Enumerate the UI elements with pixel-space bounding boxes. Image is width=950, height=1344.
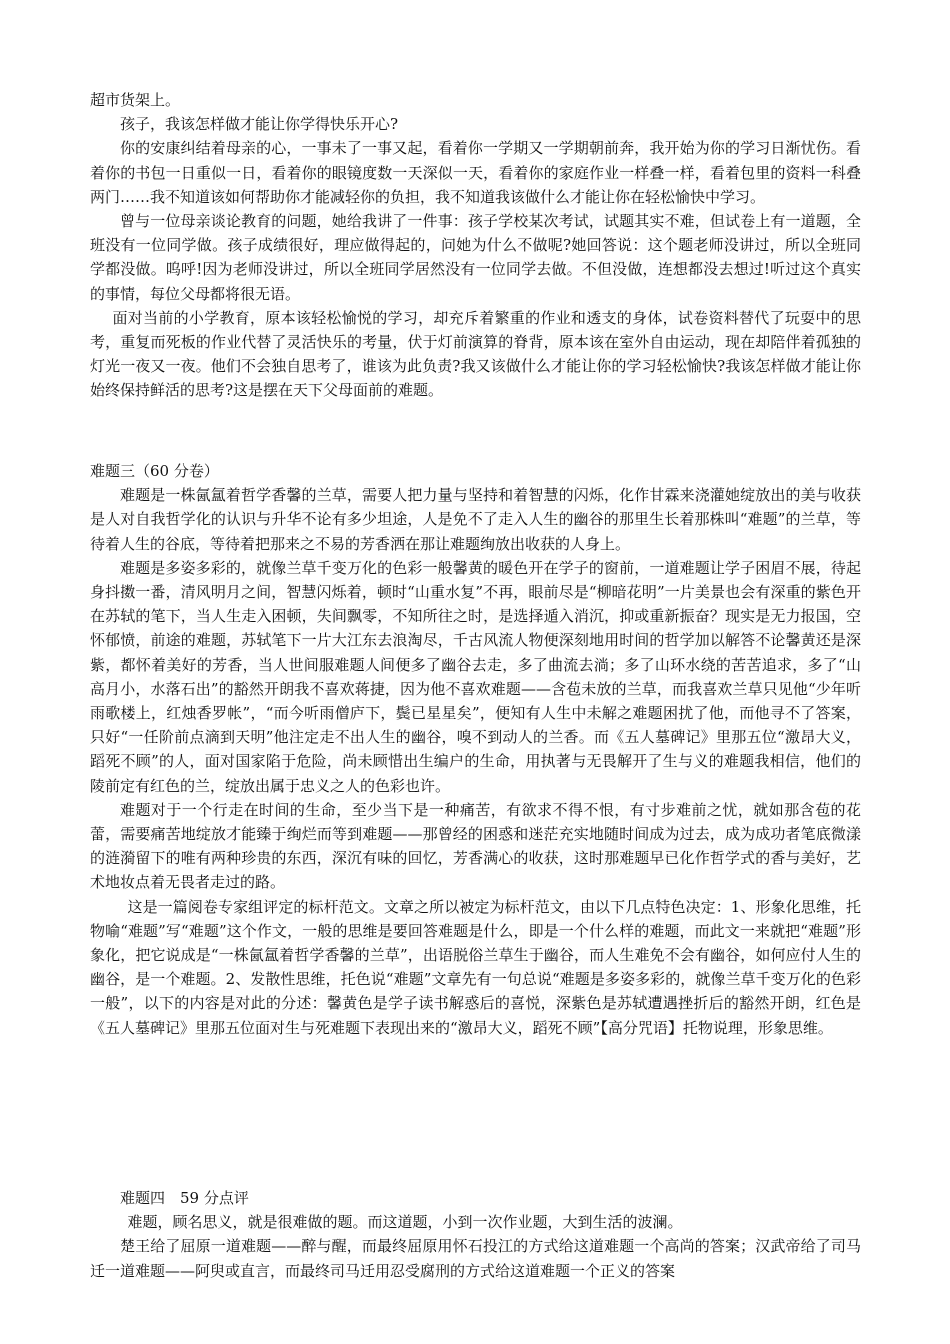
- paragraph: 曾与一位母亲谈论教育的问题，她给我讲了一件事：孩子学校某次考试，试题其实不难，但试卷上有一道题，全班没有一位同学做。孩子成绩很好，理应做得起的，问她为什么不做呢?她回答说：这个题老师没讲过，所以全班同学都没做。呜呼!因为老师没讲过，所以全班同学居然没有一位同学去做。不但没做，连想都没去想过!听过这个真实的事情，每位父母都将很无语。: [90, 212, 861, 303]
- section-heading: 难题四 59 分点评: [120, 1189, 249, 1207]
- section-essay-three: [90, 459, 861, 1040]
- paragraph: 难题对于一个行走在时间的生命，至少当下是一种痛苦，有欲求不得不恨，有寸步难前之忧，就如那含苞的花蕾，需要痛苦地绽放才能臻于绚烂而等到难题——那曾经的困惑和迷茫充实地随时间成为过去，成为成功者笔底微漾的涟漪留下的唯有两种珍贵的东西，深沉有味的回忆，芳香满心的收获，这时那难题早已化作哲学式的香与美好，艺术地妆点着无畏者走过的路。: [90, 800, 861, 892]
- section-heading: 难题三（60 分卷）: [90, 462, 219, 480]
- paragraph: 难题，顾名思义，就是很难做的题。而这道题，小到一次作业题，大到生活的波澜。: [127, 1213, 683, 1232]
- paragraph: 孩子，我该怎样做才能让你学得快乐开心?: [120, 115, 399, 134]
- paragraph: 难题是多姿多彩的，就像兰草千变万化的色彩一般馨黄的暖色开在学子的窗前，一道难题让学子困眉不展，待起身抖擞一番，清风明月之间，智慧闪烁着，顿时“山重水复”不再，眼前尽是“柳暗花明”一片美景也会有深重的紫色开在苏轼的笔下，当人生走入困顿，失间飘零，不知所往之时，是选择遁入消沉，抑或重新振奋？现实是无力报国，空怀郁愤，前途的难题，苏轼笔下一片大江东去浪淘尽，千古风流人物便深刻地用时间的哲学加以解答不论馨黄还是深紫，都怀着美好的芳香，当人世间服难题人间便多了幽谷去走，多了曲流去淌；多了山环水绕的苦苦追求，多了“山高月小，水落石出”的豁然开朗我不喜欢蒋捷，因为他不喜欢难题——含苞未放的兰草，而我喜欢兰草只见他“少年听雨歌楼上，红烛香罗帐”，“而今听雨僧庐下，鬓已星星矣”，便知有人生中未解之难题困扰了他，而他寻不了答案，只好“一任阶前点滴到天明”他注定走不出人生的幽谷，嗅不到动人的兰香。而《五人墓碑记》里那五位“激昂大义，蹈死不顾”的人，面对国家陷于危险，尚未顾惜出生编户的生命，用执著与无畏解开了生与义的难题我相信，他们的陵前定有红色的兰，绽放出属于忠义之人的色彩也许。: [90, 558, 861, 795]
- paragraph: 超市货架上。: [90, 91, 181, 109]
- paragraph: 你的安康纠结着母亲的心，一事未了一事又起，看着你一学期又一学期朝前奔，我开始为你的学习日渐忧伤。看着你的书包一日重似一日，看着你的眼镜度数一天深似一天，看着你的家庭作业一样叠一样，看着包里的资料一科叠两门……我不知道该如何帮助你才能减轻你的负担，我不知道我该做什么才能让你在轻松愉快中学习。: [90, 139, 861, 206]
- paragraph: 面对当前的小学教育，原本该轻松愉悦的学习，却充斥着繁重的作业和透支的身体，试卷资料替代了玩耍中的思考，重复而死板的作业代替了灵活快乐的考量，伏于灯前演算的脊背，原本该在室外自由运动，现在却陪伴着孤独的灯光一夜又一夜。他们不会独自思考了，谁该为此负责?我又该做什么才能让你的学习轻松愉快?我该怎样做才能让你始终保持鲜活的思考?这是摆在天下父母面前的难题。: [90, 308, 861, 400]
- paragraph: 难题是一株氤氲着哲学香馨的兰草，需要人把力量与坚持和着智慧的闪烁，化作甘霖来浇灌她绽放出的美与收获是人对自我哲学化的认识与升华不论有多少坦途，人是免不了走入人生的幽谷的那里生长着那株叫“难题”的兰草，等待着人生的谷底，等待着把那来之不易的芳香洒在那让难题绚放出收获的人身上。: [90, 486, 861, 553]
- section-essay-four: [90, 1186, 861, 1283]
- paragraph: 楚王给了屈原一道难题——醉与醒，而最终屈原用怀石投江的方式给这道难题一个高尚的答案；汉武帝给了司马迁一道难题——阿臾或直言，而最终司马迁用忍受腐刑的方式给这道难题一个正义的答案: [90, 1237, 861, 1280]
- section-essay-parent: [90, 88, 861, 403]
- commentary-paragraph: 这是一篇阅卷专家组评定的标杆范文。文章之所以被定为标杆范文，由以下几点特色决定：1、形象化思维，托物喻“难题”写“难题”这个作文，一般的思维是要回答难题是什么，即是一个什么样的难题，而此文一来就把“难题”形象化，把它说成是“一株氤氲着哲学香馨的兰草”，出语脱俗兰草生于幽谷，而人生难免不会有幽谷，如何应付人生的幽谷，是一个难题。2、发散性思维，托色说“难题”文章先有一句总说“难题是多姿多彩的，就像兰草千变万化的色彩一般”，以下的内容是对此的分述：馨黄色是学子读书解惑后的喜悦，深紫色是苏轼遭遇挫折后的豁然开朗，红色是《五人墓碑记》里那五位面对生与死难题下表现出来的“激昂大义，蹈死不顾”【高分咒语】托物说理，形象思维。: [90, 897, 861, 1037]
